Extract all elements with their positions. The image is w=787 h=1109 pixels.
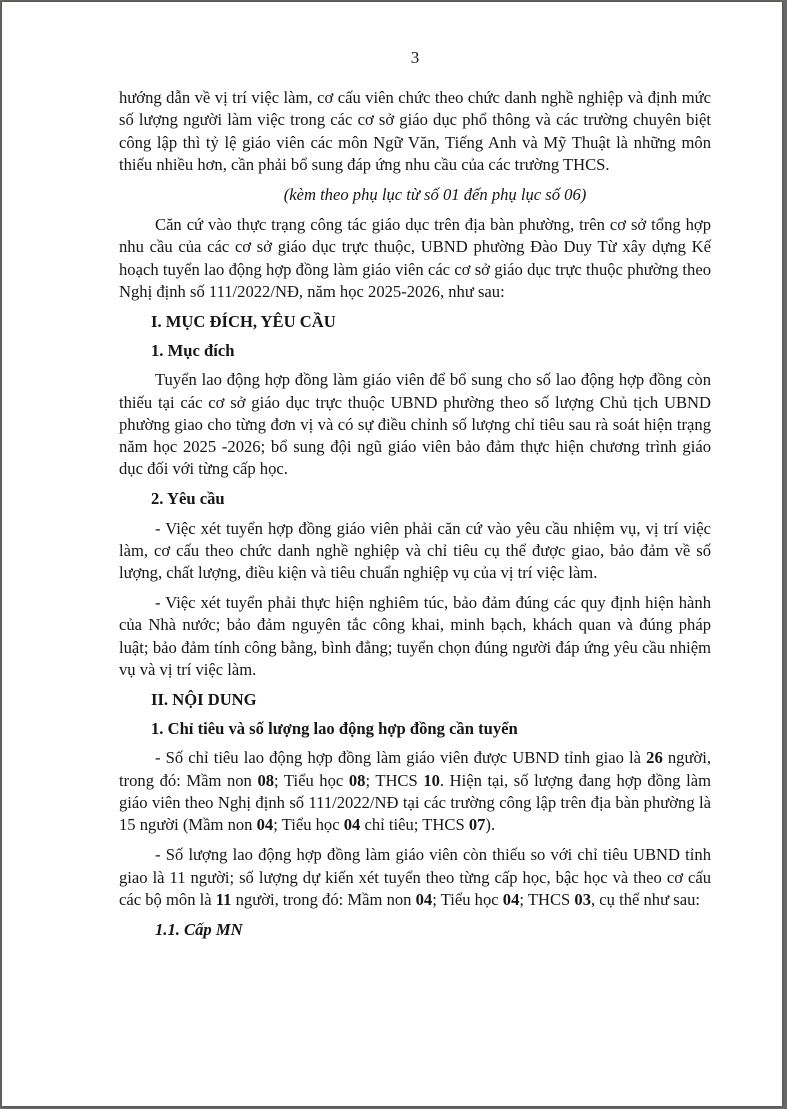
requirement-item-1: - Việc xét tuyển hợp đồng giáo viên phải căn cứ vào yêu cầu nhiệm vụ, vị trí việc làm, cơ cấu theo chức danh nghề nghiệp và chỉ tiêu cụ thể được giao, bảo đảm về số lượng, chất lượng, điều kiện và tiêu chuẩn nghiệp vụ của vị trí việc làm. bbox=[119, 518, 711, 583]
quota-paragraph: - Số chỉ tiêu lao động hợp đồng làm giáo viên được UBND tỉnh giao là 26 người, trong đó: Mầm non 08; Tiểu học 08; THCS 10. Hiện tại, số lượng đang hợp đồng làm giáo viên theo Nghị định số 111/2022/NĐ tại các trường công lập trên địa bàn phường là 15 người (Mầm non 04; Tiểu học 04 chỉ tiêu; THCS 07). bbox=[119, 748, 712, 835]
purpose-paragraph: Tuyển lao động hợp đồng làm giáo viên để bổ sung cho số lao động hợp đồng còn thiếu tại các cơ sở giáo dục trực thuộc UBND phường theo số lượng Chủ tịch UBND phường giao cho từng đơn vị và có sự điều chỉnh số lượng chỉ tiêu sau rà soát hiện trạng năm học 2025 -2026; bổ sung đội ngũ giáo viên bảo đảm thực hiện chương trình giáo dục đối với từng cấp học. bbox=[119, 370, 711, 479]
section-heading-purpose-requirements: I. MỤC ĐÍCH, YÊU CẦU bbox=[151, 312, 336, 332]
page-content bbox=[119, 47, 711, 948]
subheading-preschool-level: 1.1. Cấp MN bbox=[155, 919, 243, 939]
subheading-quota: 1. Chỉ tiêu và số lượng lao động hợp đồng cần tuyển bbox=[151, 719, 518, 739]
section-heading-content: II. NỘI DUNG bbox=[151, 690, 257, 710]
shortage-paragraph: - Số lượng lao động hợp đồng làm giáo viên còn thiếu so với chỉ tiêu UBND tỉnh giao là 11 người; số lượng dự kiến xét tuyển theo từng cấp học, bậc học và theo cơ cấu các bộ môn là 11 người, trong đó: Mầm non 04; Tiểu học 04; THCS 03, cụ thể như sau: bbox=[119, 845, 711, 909]
intro-paragraph: hướng dẫn về vị trí việc làm, cơ cấu viên chức theo chức danh nghề nghiệp và định mức số lượng người làm việc trong các cơ sở giáo dục phổ thông và các trường chuyên biệt công lập thì tỷ lệ giáo viên các môn Ngữ Văn, Tiếng Anh và Mỹ Thuật là những môn thiếu nhiều hơn, cần phải bổ sung đáp ứng nhu cầu của các trường THCS. bbox=[119, 88, 711, 174]
subheading-requirements: 2. Yêu cầu bbox=[151, 489, 225, 509]
document-page bbox=[2, 2, 782, 1106]
requirement-item-2: - Việc xét tuyển phải thực hiện nghiêm túc, bảo đảm đúng các quy định hiện hành của Nhà nước; bảo đảm nguyên tắc công khai, minh bạch, khách quan và đúng pháp luật; bảo đảm tính công bằng, bình đẳng; tuyển chọn đúng người đáp ứng yêu cầu nhiệm vụ và vị trí việc làm. bbox=[119, 593, 711, 679]
appendix-note: (kèm theo phụ lục từ số 01 đến phụ lục số 06) bbox=[283, 185, 587, 205]
basis-paragraph: Căn cứ vào thực trạng công tác giáo dục trên địa bàn phường, trên cơ sở tổng hợp nhu cầu của các cơ sở giáo dục trực thuộc, UBND phường Đào Duy Từ xây dựng Kế hoạch tuyển lao động hợp đồng làm giáo viên các cơ sở giáo dục trực thuộc phường theo Nghị định số 111/2022/NĐ, năm học 2025-2026, như sau: bbox=[119, 215, 711, 301]
subheading-purpose: 1. Mục đích bbox=[151, 341, 235, 361]
page-number: 3 bbox=[410, 48, 420, 67]
